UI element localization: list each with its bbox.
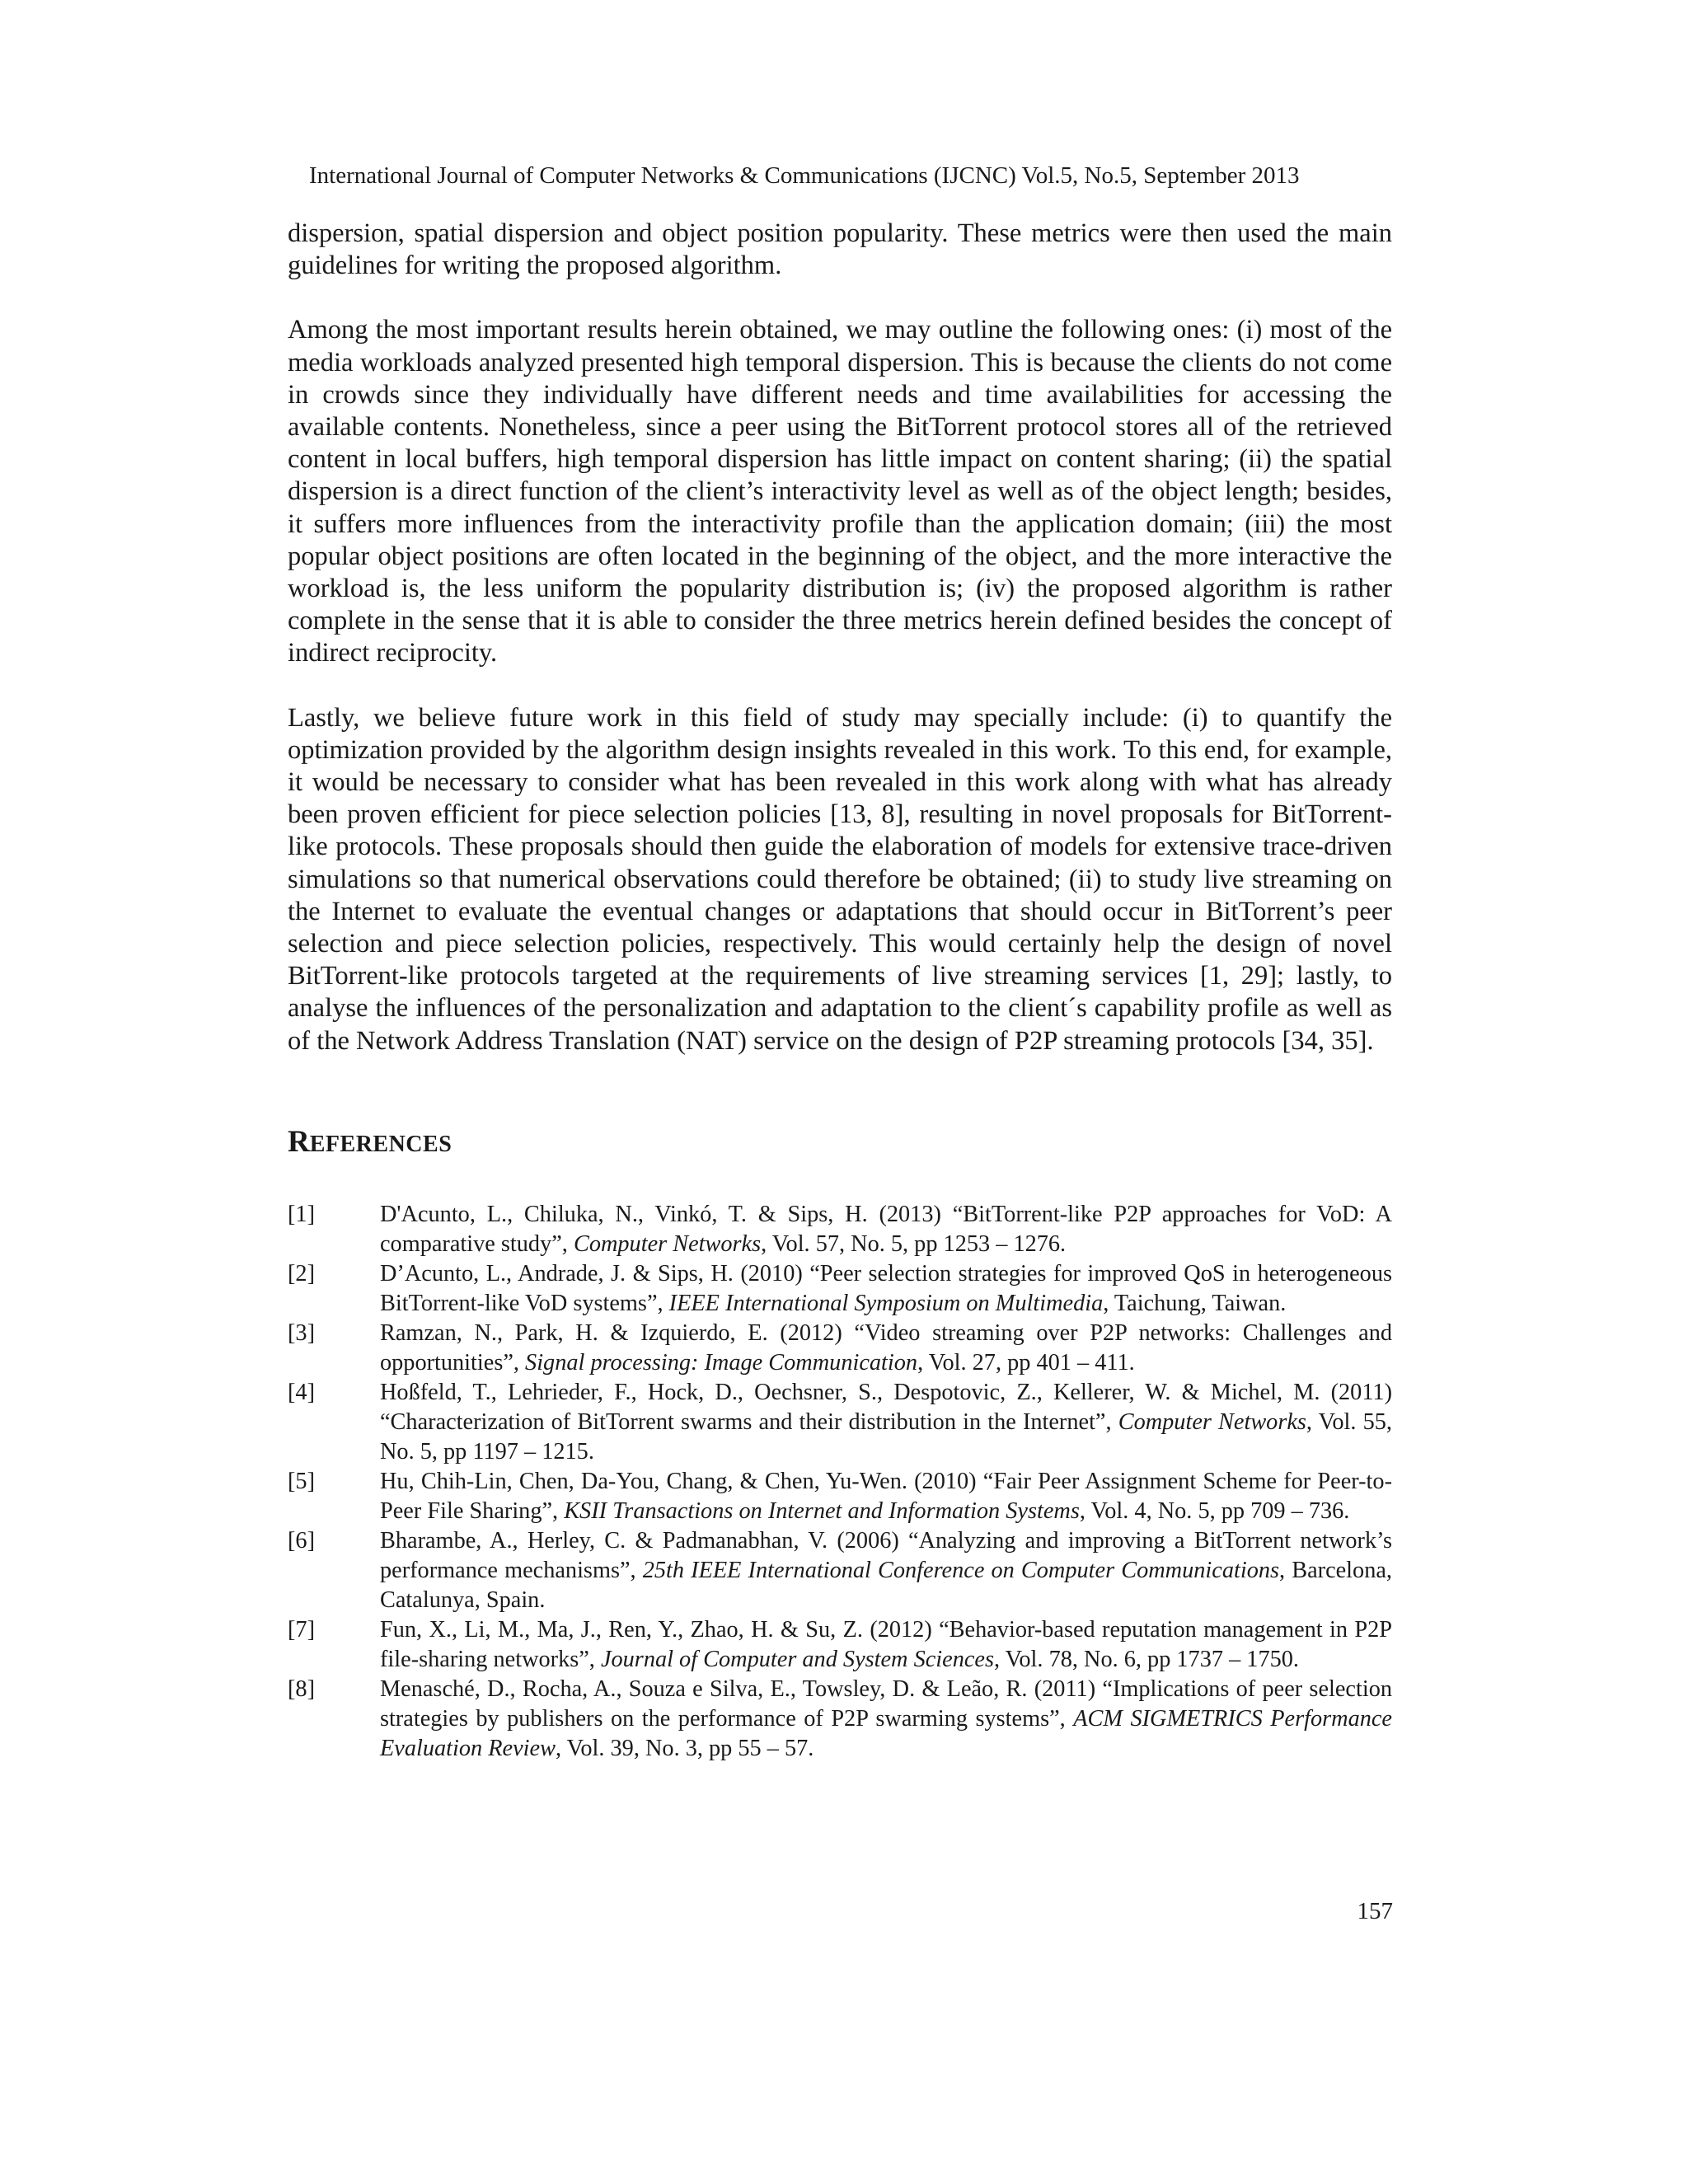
reference-item <box>288 1319 1392 1378</box>
reference-number: [3] <box>288 1320 315 1346</box>
reference-text: D'Acunto, L., Chiluka, N., Vinkó, T. & Sips, H. (2013) “BitTorrent-like P2P approaches for VoD: A comparative study”, Computer Networks, Vol. 57, No. 5, pp 1253 – 1276. <box>380 1202 1392 1257</box>
reference-number: [4] <box>288 1380 315 1405</box>
reference-text: Ramzan, N., Park, H. & Izquierdo, E. (2012) “Video streaming over P2P networks: Challenges and opportunities”, Signal processing: Image Communication, Vol. 27, pp 401 – 411. <box>380 1320 1392 1376</box>
reference-text: Bharambe, A., Herley, C. & Padmanabhan, V. (2006) “Analyzing and improving a BitTorrent network’s performance mechanisms”, 25th IEEE International Conference on Computer Communications, Barcelona, Catalunya, Spain. <box>380 1528 1392 1613</box>
reference-number: [8] <box>288 1676 315 1702</box>
reference-item <box>288 1259 1392 1319</box>
running-header: International Journal of Computer Networks & Communications (IJCNC) Vol.5, No.5, September 2013 <box>309 162 1300 189</box>
reference-item <box>288 1378 1392 1467</box>
paragraph: dispersion, spatial dispersion and object position popularity. These metrics were then used the main guidelines for writing the proposed algorithm. <box>288 218 1392 281</box>
reference-number: [6] <box>288 1528 315 1554</box>
reference-text: Hoßfeld, T., Lehrieder, F., Hock, D., Oechsner, S., Despotovic, Z., Kellerer, W. & Michel, M. (2011) “Characterization of BitTorrent swarms and their distribution in the Internet”, Computer Networks, Vol. 55, No. 5, pp 1197 – 1215. <box>380 1380 1392 1465</box>
reference-text: D’Acunto, L., Andrade, J. & Sips, H. (2010) “Peer selection strategies for improved QoS in heterogeneous BitTorrent-like VoD systems”, IEEE International Symposium on Multimedia, Taichung, Taiwan. <box>380 1261 1392 1316</box>
reference-item <box>288 1467 1392 1526</box>
reference-number: [5] <box>288 1469 315 1494</box>
reference-list <box>288 1200 1392 1764</box>
reference-item <box>288 1675 1392 1764</box>
reference-item <box>288 1615 1392 1675</box>
reference-number: [2] <box>288 1261 315 1286</box>
references-heading <box>288 1122 452 1165</box>
references-heading-rest: EFERENCES <box>309 1132 452 1157</box>
reference-text: Hu, Chih-Lin, Chen, Da-You, Chang, & Chen, Yu-Wen. (2010) “Fair Peer Assignment Scheme for Peer-to-Peer File Sharing”, KSII Transactions on Internet and Information Systems, Vol. 4, No. 5, pp 709 – 736. <box>380 1469 1392 1524</box>
paragraph: Among the most important results herein obtained, we may outline the following ones: (i) most of the media workloads analyzed presented high temporal dispersion. This is because the clients do not come in crowds since they individually have different needs and time availabilities for accessing the available contents. Nonetheless, since a peer using the BitTorrent protocol stores all of the retrieved content in local buffers, high temporal dispersion has little impact on content sharing; (ii) the spatial dispersion is a direct function of the client’s interactivity level as well as of the object length; besides, it suffers more influences from the interactivity profile than the application domain; (iii) the most popular object positions are often located in the beginning of the object, and the more interactive the workload is, the less uniform the popularity distribution is; (iv) the proposed algorithm is rather complete in the sense that it is able to consider the three metrics herein defined besides the concept of indirect reciprocity. <box>288 315 1392 668</box>
reference-number: [7] <box>288 1617 315 1643</box>
reference-item <box>288 1526 1392 1615</box>
reference-text: Fun, X., Li, M., Ma, J., Ren, Y., Zhao, H. & Su, Z. (2012) “Behavior-based reputation management in P2P file-sharing networks”, Journal of Computer and System Sciences, Vol. 78, No. 6, pp 1737 – 1750. <box>380 1617 1392 1672</box>
reference-text: Menasché, D., Rocha, A., Souza e Silva, E., Towsley, D. & Leão, R. (2011) “Implications of peer selection strategies by publishers on the performance of P2P swarming systems”, ACM SIGMETRICS Performance Evaluation Review, Vol. 39, No. 3, pp 55 – 57. <box>380 1676 1392 1761</box>
reference-item <box>288 1200 1392 1259</box>
body-text <box>288 218 1392 1090</box>
reference-number: [1] <box>288 1202 315 1227</box>
page-number: 157 <box>1357 1898 1393 1924</box>
paragraph: Lastly, we believe future work in this field of study may specially include: (i) to quantify the optimization provided by the algorithm design insights revealed in this work. To this end, for example, it would be necessary to consider what has been revealed in this work along with what has already been proven efficient for piece selection policies [13, 8], resulting in novel proposals for BitTorrent-like protocols. These proposals should then guide the elaboration of models for extensive trace-driven simulations so that numerical observations could therefore be obtained; (ii) to study live streaming on the Internet to evaluate the eventual changes or adaptations that should occur in BitTorrent’s peer selection and piece selection policies, respectively. This would certainly help the design of novel BitTorrent-like protocols targeted at the requirements of live streaming services [1, 29]; lastly, to analyse the influences of the personalization and adaptation to the client´s capability profile as well as of the Network Address Translation (NAT) service on the design of P2P streaming protocols [34, 35]. <box>288 702 1392 1056</box>
references-heading-initial: R <box>288 1125 310 1159</box>
